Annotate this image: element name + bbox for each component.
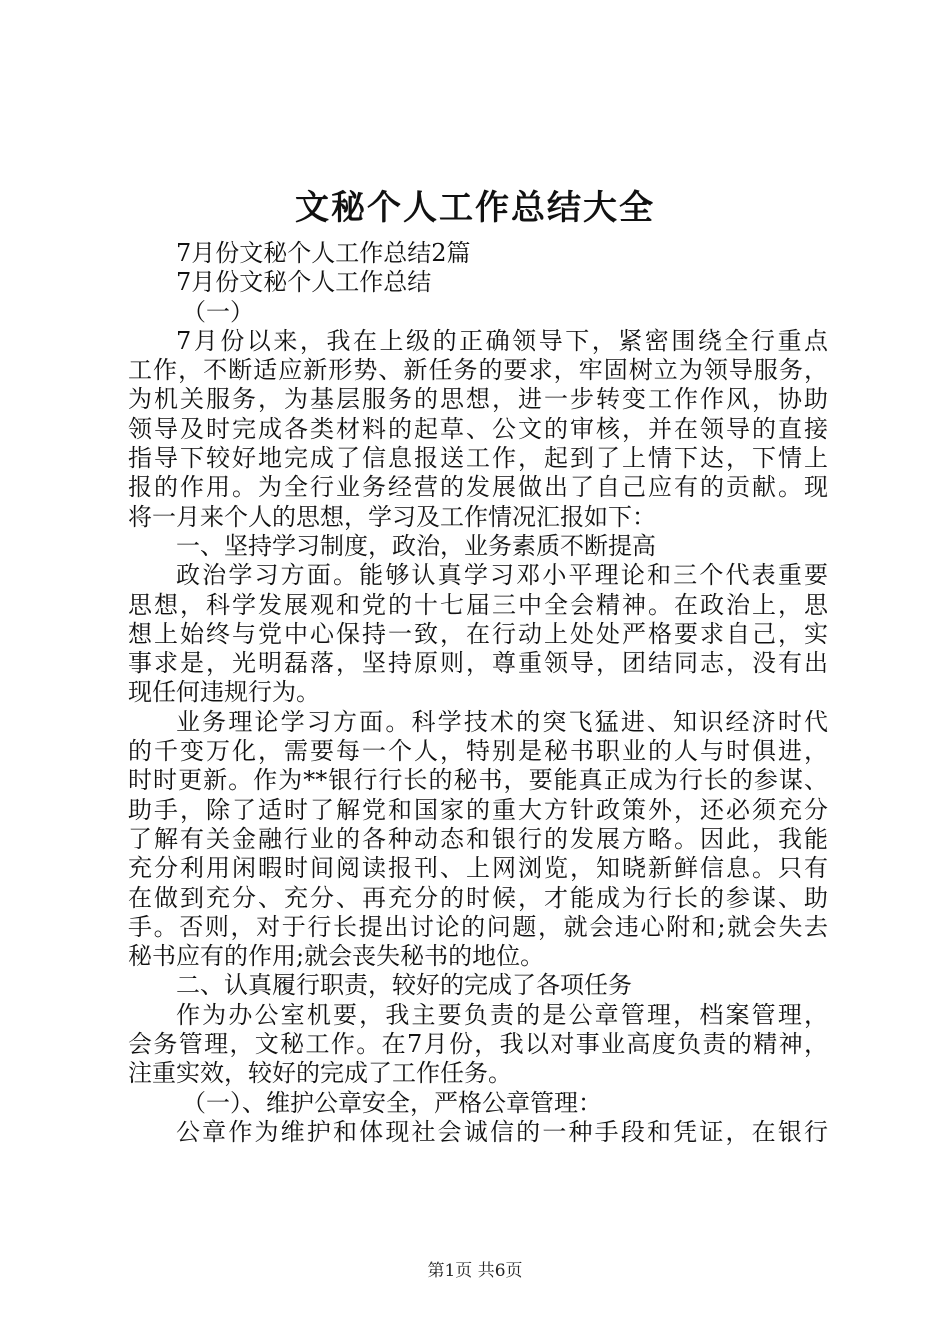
paragraph-line: 注重实效，较好的完成了工作任务。 <box>128 1059 512 1088</box>
page-footer: 第1页 共6页 <box>427 1261 523 1281</box>
paragraph-line: 时时更新。作为**银行行长的秘书，要能真正成为行长的参谋、 <box>128 766 828 795</box>
section-marker: （一） <box>182 297 254 326</box>
paragraph-line: 助手，除了适时了解党和国家的重大方针政策外，还必须充分 <box>128 795 828 824</box>
paragraph-line: 将一月来个人的思想，学习及工作情况汇报如下： <box>128 502 656 531</box>
paragraph-line: 思想，科学发展观和党的十七届三中全会精神。在政治上，思 <box>128 590 828 619</box>
paragraph-line: 秘书应有的作用;就会丧失秘书的地位。 <box>128 942 545 971</box>
subtitle-line: 7月份文秘个人工作总结 <box>176 268 432 297</box>
subtitle-line: 7月份文秘个人工作总结2篇 <box>176 239 471 267</box>
paragraph-line: 政治学习方面。能够认真学习邓小平理论和三个代表重要 <box>176 561 828 590</box>
section-heading: 一、坚持学习制度，政治，业务素质不断提高 <box>176 531 656 560</box>
paragraph-line: 公章作为维护和体现社会诚信的一种手段和凭证，在银行 <box>176 1117 828 1146</box>
subsection-heading: （一）、维护公章安全，严格公章管理： <box>182 1088 602 1117</box>
paragraph-line: 7月份以来，我在上级的正确领导下，紧密围绕全行重点 <box>176 326 828 355</box>
paragraph-line: 为机关服务，为基层服务的思想，进一步转变工作作风，协助 <box>128 385 828 414</box>
paragraph-line: 了解有关金融行业的各种动态和银行的发展方略。因此，我能 <box>128 824 828 853</box>
paragraph-line: 现任何违规行为。 <box>128 678 320 707</box>
paragraph-line: 领导及时完成各类材料的起草、公文的审核，并在领导的直接 <box>128 414 828 443</box>
section-heading: 二、认真履行职责，较好的完成了各项任务 <box>176 971 632 1000</box>
paragraph-line: 报的作用。为全行业务经营的发展做出了自己应有的贡献。现 <box>128 473 828 502</box>
paragraph-line: 作为办公室机要，我主要负责的是公章管理，档案管理， <box>176 1000 828 1029</box>
paragraph-line: 的千变万化，需要每一个人，特别是秘书职业的人与时俱进， <box>128 737 828 766</box>
paragraph-line: 会务管理，文秘工作。在7月份，我以对事业高度负责的精神， <box>128 1030 828 1059</box>
document-title: 文秘个人工作总结大全 <box>295 188 655 228</box>
paragraph-line: 指导下较好地完成了信息报送工作，起到了上情下达，下情上 <box>128 444 828 473</box>
paragraph-line: 手。否则，对于行长提出讨论的问题，就会违心附和;就会失去 <box>128 912 828 941</box>
paragraph-line: 事求是，光明磊落，坚持原则，尊重领导，团结同志，没有出 <box>128 649 828 678</box>
paragraph-line: 工作，不断适应新形势、新任务的要求，牢固树立为领导服务， <box>128 356 828 385</box>
paragraph-line: 充分利用闲暇时间阅读报刊、上网浏览，知晓新鲜信息。只有 <box>128 854 828 883</box>
paragraph-line: 在做到充分、充分、再充分的时候，才能成为行长的参谋、助 <box>128 883 828 912</box>
document-body <box>128 239 828 1147</box>
paragraph-line: 业务理论学习方面。科学技术的突飞猛进、知识经济时代 <box>176 707 828 736</box>
paragraph-line: 想上始终与党中心保持一致，在行动上处处严格要求自己，实 <box>128 619 828 648</box>
